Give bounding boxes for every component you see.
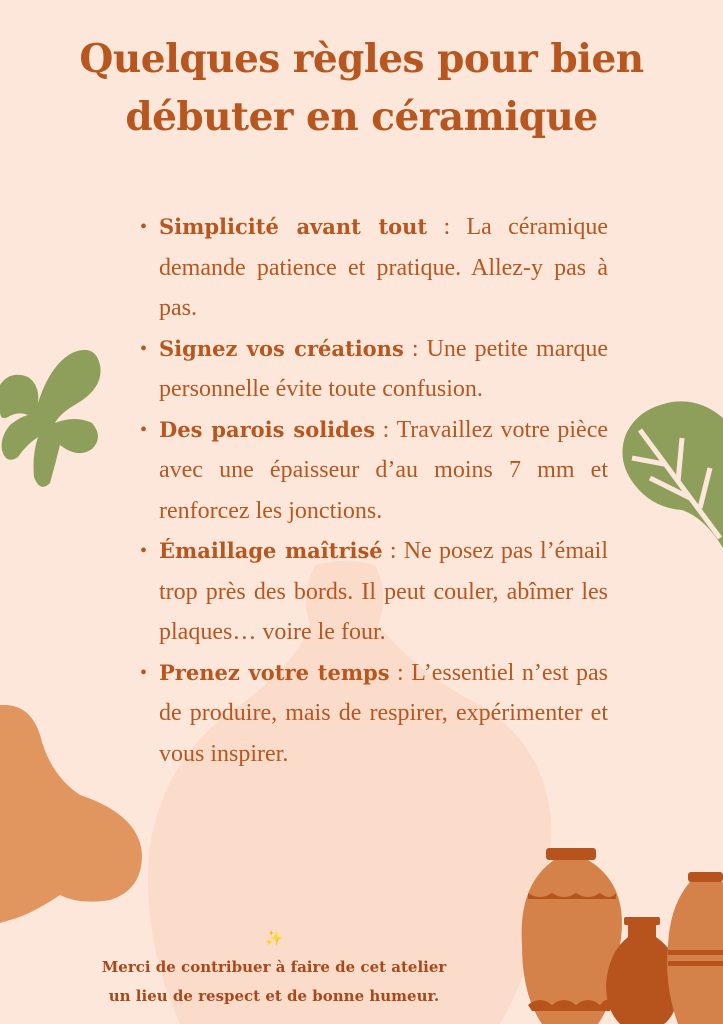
list-item xyxy=(140,410,608,532)
bullet-icon: • xyxy=(140,540,148,562)
page-title xyxy=(0,30,723,146)
rule-title: Signez vos créations xyxy=(159,335,404,361)
footer-line-1 xyxy=(64,924,484,982)
orange-blob xyxy=(0,705,145,925)
rule-title: Des parois solides xyxy=(159,416,376,442)
footer-line-2: un lieu de respect et de bonne humeur. xyxy=(108,987,440,1005)
footer-line-1-text: Merci de contribuer à faire de cet atelier xyxy=(101,958,447,976)
list-item xyxy=(140,653,608,775)
bullet-icon: • xyxy=(140,337,148,360)
rule-separator: : xyxy=(427,214,467,240)
title-line-1: Quelques règles pour bien xyxy=(79,36,644,82)
rule-text: La céramique demande patience et pratique. Allez-y pas à pas. xyxy=(159,214,608,321)
rule-title: Émaillage maîtrisé xyxy=(159,538,383,563)
rule-title: Prenez votre temps xyxy=(159,659,390,685)
bullet-icon: • xyxy=(140,216,148,238)
sparkles-icon: ✨ xyxy=(264,929,284,947)
title-line-2: débuter en céramique xyxy=(125,94,598,140)
list-item xyxy=(140,329,608,410)
bullet-icon: • xyxy=(140,661,148,684)
bullet-icon: • xyxy=(140,418,148,441)
rule-title: Simplicité avant tout xyxy=(159,214,428,239)
rule-separator: : xyxy=(382,538,404,564)
rules-list xyxy=(140,207,608,774)
monstera-leaf-right xyxy=(620,398,723,548)
rule-separator: : xyxy=(389,659,412,686)
rule-separator: : xyxy=(375,416,397,443)
list-item xyxy=(140,207,608,329)
rule-text: L’essentiel n’est pas de produire, mais de respirer, expérimenter et vous inspirer. xyxy=(159,659,609,767)
list-item xyxy=(140,531,608,653)
rule-text: Ne posez pas l’émail trop près des bords. Il peut couler, abîmer les plaques… voire le four. xyxy=(159,538,608,645)
footer-message xyxy=(64,924,484,1011)
rule-text: Travaillez votre pièce avec une épaisseur d’au moins 7 mm et renforcez les jonctions. xyxy=(159,416,608,524)
rule-separator: : xyxy=(403,335,427,362)
rule-text: Une petite marque personnelle évite toute confusion. xyxy=(159,335,608,402)
pottery-vases xyxy=(520,845,723,1024)
green-leaf-left xyxy=(0,345,110,490)
